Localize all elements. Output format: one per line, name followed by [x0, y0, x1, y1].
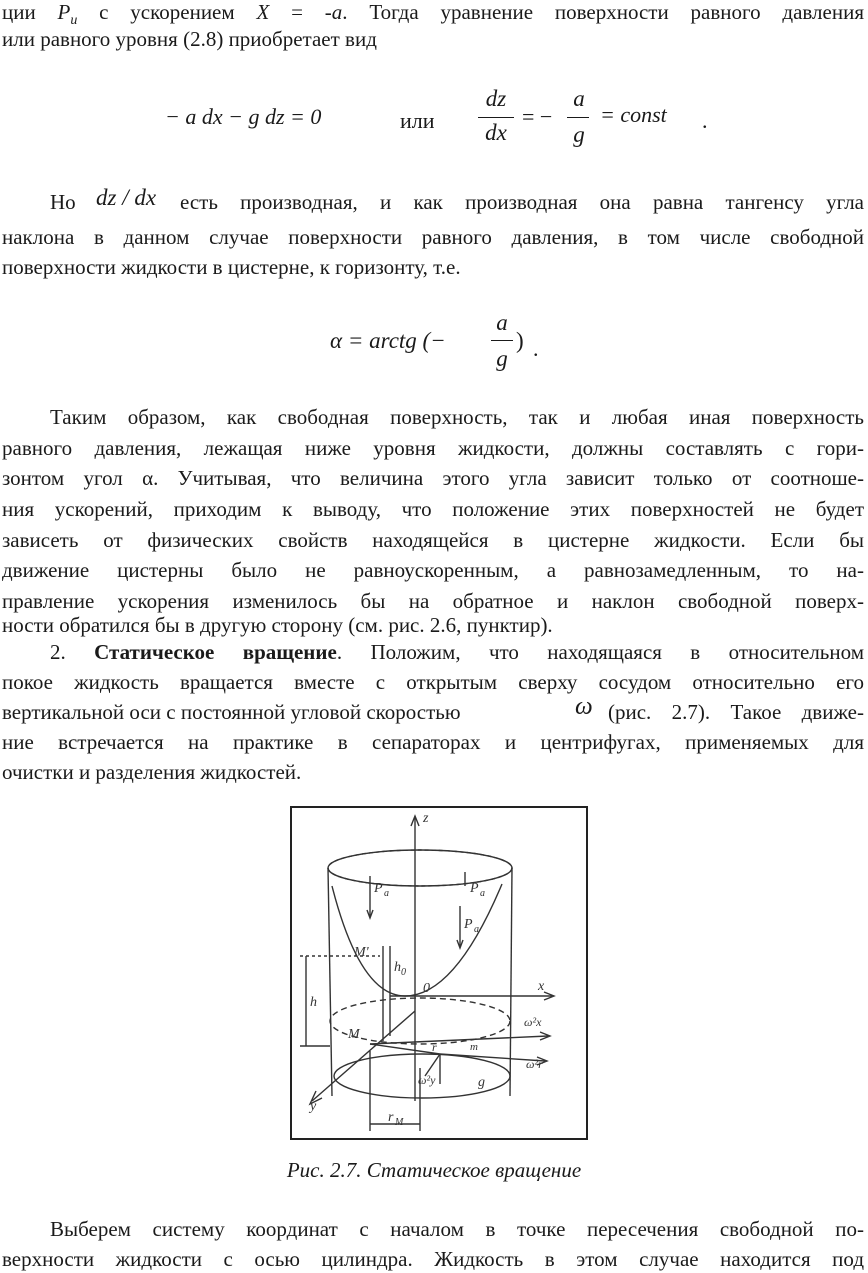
label-w2y: ω²y	[418, 1073, 436, 1087]
text-line: очистки и разделения жидкостей.	[2, 760, 302, 784]
label-w2x: ω²x	[524, 1015, 542, 1029]
omega-symbol: ω	[575, 693, 593, 720]
fraction-denominator: dx	[485, 120, 507, 145]
text-line: или равного уровня (2.8) приобретает вид	[2, 27, 377, 51]
label-pa: P	[470, 881, 479, 896]
fraction-denominator: g	[573, 122, 585, 147]
fraction-numerator: dz	[485, 86, 507, 111]
label-m-prime: M'	[354, 945, 369, 960]
label-pa: P	[464, 917, 473, 932]
text-line: Таким образом, как свободная поверхность, так и любая иная поверхность	[50, 405, 864, 429]
text-line: наклона в данном случае поверхности равного давления, в том числе свободной	[2, 225, 864, 249]
equation-left: α = arctg (−	[330, 328, 446, 353]
label-w2r: ω²r	[526, 1057, 543, 1071]
svg-text:a: a	[480, 888, 485, 899]
label-m: M	[348, 1027, 360, 1042]
svg-text:a: a	[384, 888, 389, 899]
text-line: движение цистерны было не равноускоренным, а равнозамедленным, то на-	[2, 558, 864, 582]
fraction-bar	[478, 117, 514, 118]
label-origin: 0	[423, 981, 430, 996]
equation-dot: .	[702, 108, 708, 133]
text-line: ния ускорений, приходим к выводу, что положение этих поверхностей не будет	[2, 497, 864, 521]
text-line: Выберем систему координат с началом в точке пересечения свободной по-	[50, 1217, 864, 1241]
label-g: g	[478, 1075, 485, 1090]
text-line: есть производная, и как производная она равна тангенсу угла	[180, 190, 864, 214]
text-line: ности обратился бы в другую сторону (см. рис. 2.6, пунктир).	[2, 613, 553, 637]
equation-left: − a dx − g dz = 0	[165, 104, 322, 129]
equation-right: )	[516, 328, 524, 353]
label-pa: P	[374, 881, 383, 896]
text-line: покое жидкость вращается вместе с открытым сверху сосудом относительно его	[2, 670, 864, 694]
svg-text:M: M	[395, 1117, 404, 1128]
svg-text:a: a	[474, 924, 479, 935]
text-line: верхности жидкости с осью цилиндра. Жидкость в этом случае находится под	[2, 1247, 864, 1271]
equation-right: = const	[600, 102, 667, 127]
text-line: (рис. 2.7). Такое движе-	[608, 700, 864, 724]
label-rm: r	[388, 1110, 394, 1125]
text-line: ние встречается на практике в сепараторах и центрифугах, применяемых для	[2, 730, 864, 754]
label-h: h	[310, 995, 317, 1010]
text-line: зависеть от физических свойств находящейся в цистерне жидкости. Если бы	[2, 528, 864, 552]
fraction-denominator: g	[496, 346, 508, 371]
text-line: 2. Статическое вращение. Положим, что находящаяся в относительном	[50, 640, 865, 664]
label-m-small: m	[470, 1041, 478, 1053]
label-h0: h	[394, 960, 401, 975]
fraction-bar	[491, 340, 513, 341]
svg-text:0: 0	[401, 967, 406, 978]
text-line: зонтом угол α. Учитывая, что величина этого угла зависит только от соотноше-	[2, 466, 864, 490]
label-z: z	[423, 811, 429, 826]
equation-or: или	[400, 108, 435, 133]
label-x: x	[538, 979, 545, 994]
label-r: r	[432, 1040, 437, 1054]
text-line: вертикальной оси с постоянной угловой скоростью	[2, 700, 461, 724]
equation-mid: = −	[522, 104, 553, 129]
figure-border	[291, 807, 587, 1139]
rotation-figure	[290, 806, 588, 1140]
fraction-numerator: a	[573, 86, 585, 111]
text-line: ции $P_и$ с ускорением X = -a. Тогда уравнение поверхности равного давления	[2, 0, 864, 29]
fraction-numerator: a	[496, 310, 508, 335]
text-line: поверхности жидкости в цистерне, к горизонту, т.е.	[2, 255, 461, 279]
text-fragment: Но	[50, 190, 76, 214]
fraction-bar	[567, 117, 589, 118]
text-line: правление ускорения изменилось бы на обратное и наклон свободной поверх-	[2, 589, 864, 613]
text-line: равного давления, лежащая ниже уровня жидкости, должны составлять с гори-	[2, 436, 864, 460]
inline-expression: dz / dx	[96, 185, 157, 210]
equation-dot: .	[533, 336, 539, 361]
figure-caption: Рис. 2.7. Статическое вращение	[286, 1158, 582, 1182]
bold-term: Статическое вращение	[94, 640, 337, 664]
label-y: y	[310, 1099, 317, 1114]
